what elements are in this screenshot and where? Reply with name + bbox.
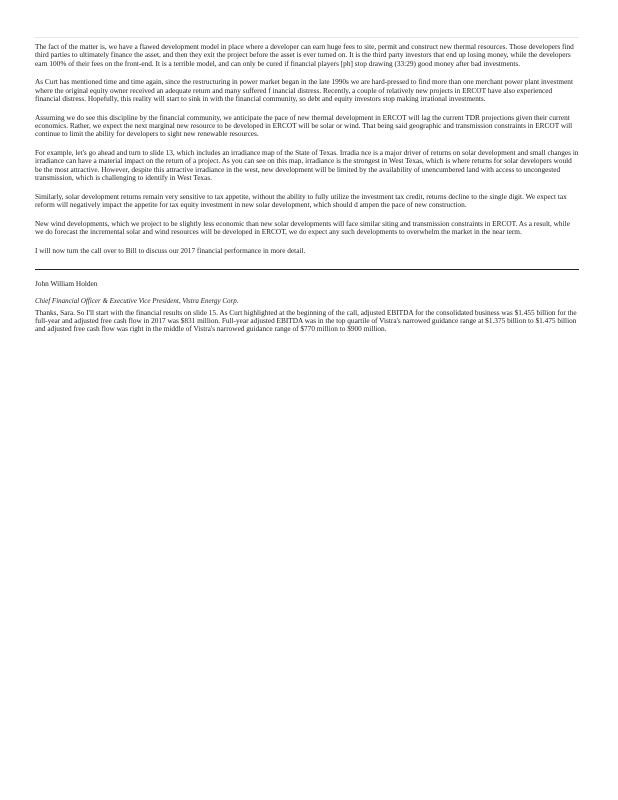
top-rule	[35, 37, 579, 38]
transcript-paragraph-3: Assuming we do see this discipline by the financial community, we anticipate the pace of new thermal development in ERCOT will lag the current TDR projections given their current economics. Rather, we expect the next marginal new resource to be developed in ERCOT will be solar or wind. That being said geographic and transmission constraints in ERCOT will continue to limit the ability for developers to sight new renewable resources.	[35, 112, 573, 139]
speaker-divider	[35, 269, 579, 270]
transcript-paragraph-1: The fact of the matter is, we have a flawed development model in place where a developer can earn huge fees to site, permit and construct new thermal resources. Those developers find third parties to ultimately finance the asset, and then they exit the project before the asset is ever turned on. It is the third party investors that end up losing money, while the developers earn 100% of their fees on the front-end. It is a terrible model, and can only be cured if financial players [ph] stop drawing (33:29) good money after bad investments.	[35, 42, 574, 68]
speaker-remarks: Thanks, Sara. So I'll start with the financial results on slide 15. As Curt highlighted at the beginning of the call, adjusted EBITDA for the consolidated business was $1.455 billion for the full-year and adjusted free cash flow in 2017 was $831 million. Full-year adjusted EBITDA was in the top quartile of Vistra's narrowed guidance range at $1.375 billion to $1.475 billion and adjusted free cash flow was right in the middle of Vistra's narrowed guidance range of $770 million to $900 million.	[35, 307, 577, 334]
transcript-paragraph-6: New wind developments, which we project to be slightly less economic than new solar developments will face similar siting and transmission constraints in ERCOT. As a result, while we do forecast the incremental solar and wind resources will be developed in ERCOT, we do expect any such developments to overwhelm the market in the near term.	[35, 218, 570, 237]
transcript-paragraph-4: For example, let's go ahead and turn to slide 13, which includes an irradiance map of the State of Texas. Irradia nce is a major driver of returns on solar development and small changes in irradiance can have a material impact on the return of a project. As you can see on this map, irradiance is the strongest in West Texas, which is where returns for solar developers would be the most attractive. However, despite this attractive irradiance in the west, new development will be limited by the availability of unencumbered land with access to uncongested transmission, which is challenging to identify in West Texas.	[35, 148, 579, 183]
transcript-page	[35, 37, 579, 334]
transcript-paragraph-7: I will now turn the call over to Bill to discuss our 2017 financial performance in more detail.	[35, 246, 306, 256]
transcript-paragraph-2: As Curt has mentioned time and time again, since the restructuring in power market began in the late 1990s we are hard-pressed to find more than one merchant power plant investment where the original equity owner received an adequate return and many suffered f inancial distress. Recently, a couple of relatively new projects in ERCOT have also experienced financial distress. Hopefully, this reality will start to sink in with the financial community, so debt and equity investors stop making irrational investments.	[35, 77, 573, 103]
speaker-name: John William Holden	[35, 279, 98, 289]
speaker-title: Chief Financial Officer & Executive Vice President, Vistra Energy Corp.	[35, 296, 239, 305]
transcript-paragraph-5: Similarly, solar development returns remain very sensitive to tax appetite, without the ability to fully utilize the investment tax credit, returns decline to the single digit. We expect tax reform will negatively impact the appetite for tax equity investment in new solar development, which should d ampen the pace of new construction.	[35, 191, 567, 210]
